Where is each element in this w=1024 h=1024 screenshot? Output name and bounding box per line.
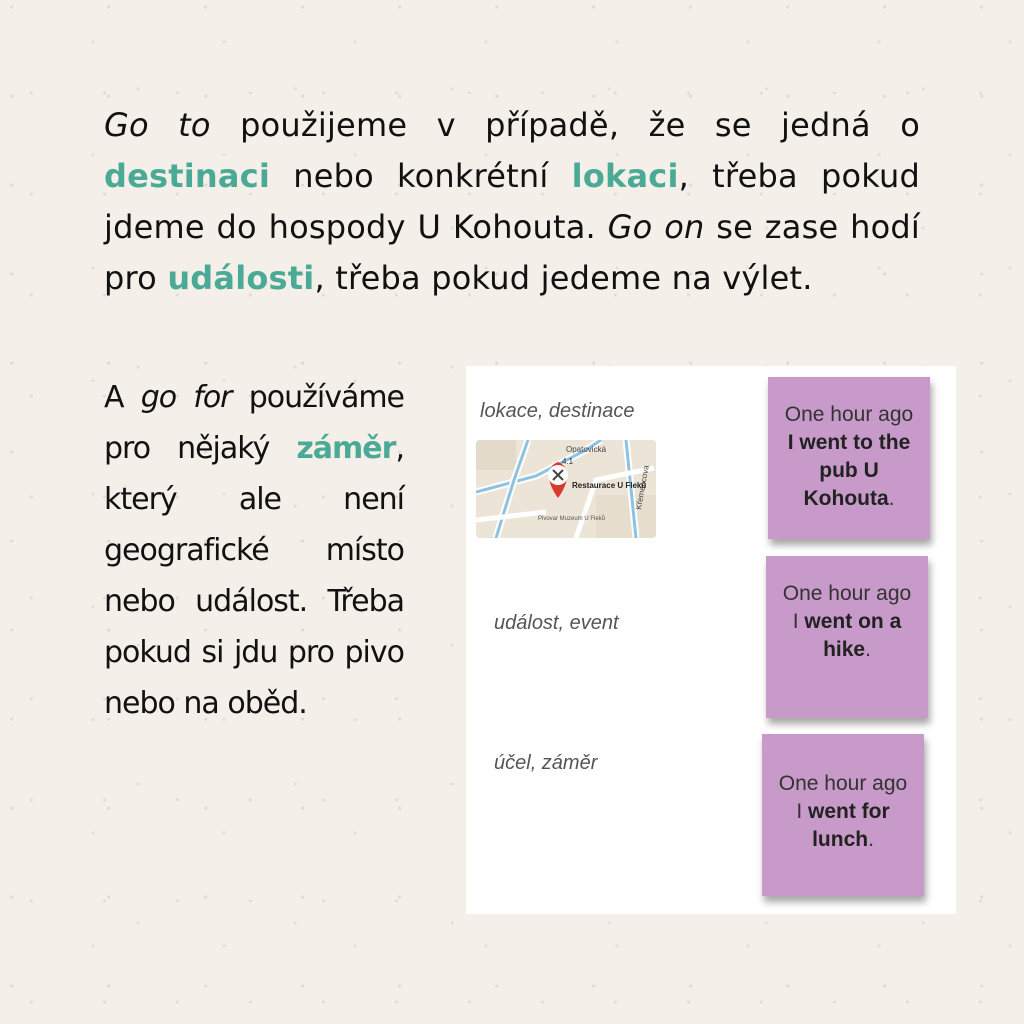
examples-panel xyxy=(466,366,956,914)
example-label-purpose: účel, záměr xyxy=(494,752,598,774)
sticky-note-purpose xyxy=(762,734,924,896)
text-span: , třeba pokud jdeme do hospody U Kohouta. xyxy=(104,157,920,246)
go-for-paragraph xyxy=(104,372,404,729)
note-end: . xyxy=(868,828,874,851)
highlight-udalosti: události xyxy=(167,259,315,297)
intro-paragraph xyxy=(104,100,920,304)
note-time: One hour ago xyxy=(782,582,912,605)
map-street-label: Opatovická xyxy=(566,445,607,454)
example-label-location: lokace, destinace xyxy=(480,400,635,422)
text-span: nebo konkrétní xyxy=(270,157,572,195)
term-go-to: Go to xyxy=(104,106,211,144)
note-time: One hour ago xyxy=(784,403,914,426)
note-time: One hour ago xyxy=(778,772,908,795)
text-span: použijeme v případě, že se jedná o xyxy=(210,106,921,144)
text-span: se zase hodí pro xyxy=(104,208,920,297)
highlight-zamer: záměr xyxy=(296,431,396,466)
highlight-destinaci: destinaci xyxy=(104,157,271,195)
note-bold: I went to the pub U Kohouta xyxy=(787,431,911,510)
map-place-label: Restaurace U Fleků xyxy=(572,481,647,490)
text-span: , třeba pokud jedeme na výlet. xyxy=(314,259,813,297)
highlight-lokaci: lokaci xyxy=(571,157,679,195)
note-prefix: I xyxy=(792,610,805,633)
note-bold: went on a hike xyxy=(804,610,902,661)
term-go-for: go for xyxy=(140,380,232,415)
text-span: A xyxy=(104,380,141,415)
sticky-note-event xyxy=(766,556,928,718)
note-end: . xyxy=(865,638,871,661)
map-rating: 4.1 xyxy=(562,457,574,466)
map-street2-label: Křemencova xyxy=(634,464,651,511)
map-thumbnail xyxy=(476,440,656,538)
note-prefix: I xyxy=(796,800,808,823)
text-span: , který ale není geografické místo nebo událost. Třeba pokud si jdu pro pivo nebo na oběd. xyxy=(104,431,404,721)
note-end: . xyxy=(888,487,895,510)
term-go-on: Go on xyxy=(607,208,705,246)
example-label-event: událost, event xyxy=(494,612,619,634)
sticky-note-location xyxy=(768,377,930,539)
map-place-small: Pivovar Muzeum U Fleků xyxy=(538,516,606,522)
note-bold: went for lunch xyxy=(808,800,890,851)
text-span: používáme pro nějaký xyxy=(104,380,405,466)
